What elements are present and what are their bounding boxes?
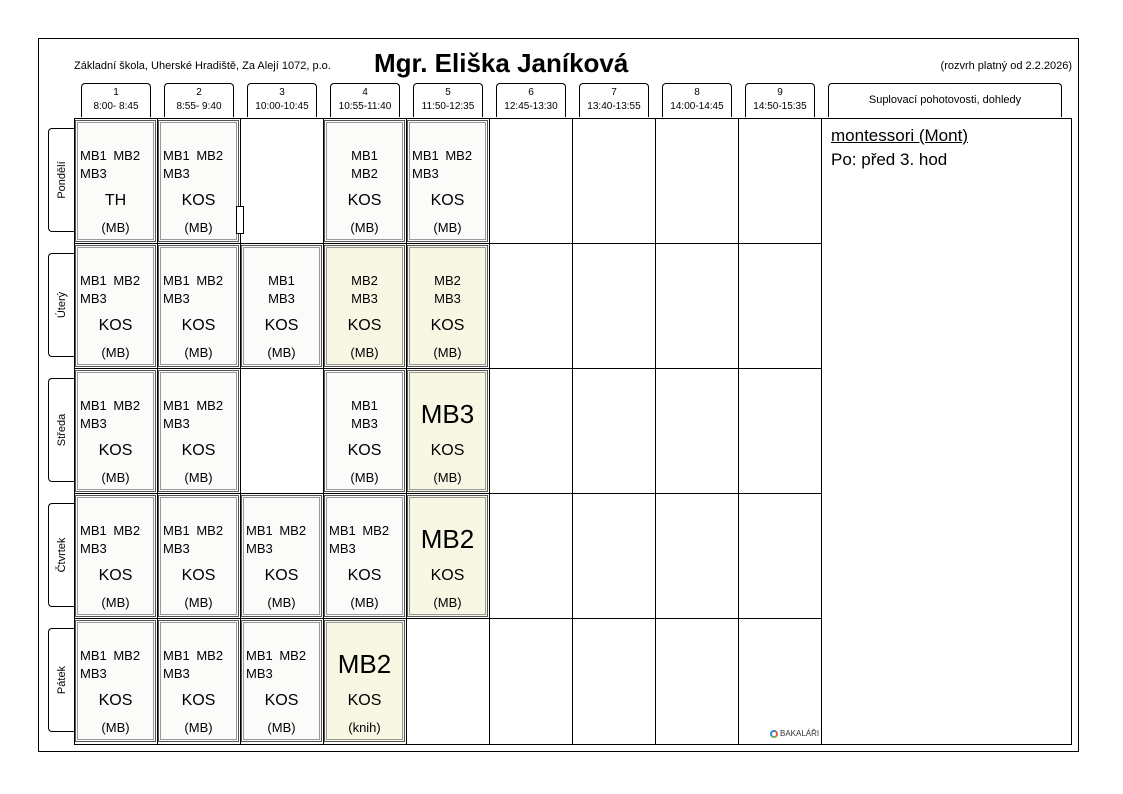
period-time: 8:55- 9:40 (176, 101, 222, 112)
bakalari-logo (770, 729, 819, 738)
lesson-cell[interactable] (158, 120, 239, 242)
lesson-group: MB3 (420, 399, 475, 429)
lesson-room: (knih) (348, 720, 381, 735)
grid-column-line (738, 118, 739, 745)
lesson-group-line: MB3 (351, 416, 378, 431)
lesson-subject: KOS (98, 567, 133, 584)
duty-title: montessori (Mont) (831, 126, 968, 145)
lesson-group-line: MB3 (268, 291, 295, 306)
lesson-groups (329, 522, 400, 558)
lesson-groups (163, 147, 234, 183)
lesson-groups (329, 397, 400, 433)
lesson-group-line: MB3 (163, 291, 190, 306)
lesson-group: MB2 (420, 524, 475, 554)
period-time: 8:00- 8:45 (93, 101, 139, 112)
lesson-group-line: MB1 (268, 273, 295, 288)
period-number: 4 (362, 87, 368, 98)
period-header (579, 83, 649, 117)
period-number: 5 (445, 87, 451, 98)
period-time: 10:55-11:40 (338, 101, 392, 112)
lesson-group: MB2 (337, 649, 392, 679)
lesson-cell[interactable] (158, 620, 239, 742)
lesson-room: (MB) (350, 220, 379, 235)
lesson-subject: KOS (430, 442, 465, 459)
lesson-room: (MB) (433, 595, 462, 610)
lesson-group-line: MB3 (329, 541, 356, 556)
period-header (496, 83, 566, 117)
lesson-cell[interactable] (75, 120, 156, 242)
lesson-group-line: MB1 MB2 (163, 398, 224, 413)
lesson-room: (MB) (350, 345, 379, 360)
day-header (48, 128, 74, 232)
lesson-room: (MB) (101, 220, 130, 235)
lesson-room: (MB) (350, 595, 379, 610)
lesson-subject: KOS (181, 192, 216, 209)
lesson-groups (163, 397, 234, 433)
bakalari-logo-text: BAKALÁŘI (780, 729, 820, 738)
lesson-subject: KOS (98, 692, 133, 709)
lesson-group-line: MB3 (163, 416, 190, 431)
lesson-subject: KOS (347, 567, 382, 584)
lesson-subject: KOS (181, 317, 216, 334)
lesson-room: (MB) (101, 595, 130, 610)
period-header (247, 83, 317, 117)
lesson-room: (MB) (184, 720, 213, 735)
day-header (48, 253, 74, 357)
lesson-cell[interactable] (158, 245, 239, 367)
period-time: 10:00-10:45 (255, 101, 309, 112)
lesson-cell[interactable] (158, 495, 239, 617)
lesson-subject: KOS (264, 692, 299, 709)
lesson-group-line: MB3 (412, 166, 439, 181)
grid-row-line (74, 243, 822, 244)
lesson-room: (MB) (350, 470, 379, 485)
period-time: 14:00-14:45 (670, 101, 724, 112)
period-time: 14:50-15:35 (753, 101, 807, 112)
lesson-cell[interactable] (75, 370, 156, 492)
lesson-cell[interactable] (324, 370, 405, 492)
school-name: Základní škola, Uherské Hradiště, Za Alejí 1072, p.o. (74, 60, 331, 72)
period-header (164, 83, 234, 117)
day-header (48, 628, 74, 732)
lesson-subject: KOS (181, 692, 216, 709)
lesson-groups (163, 272, 234, 308)
lesson-group-line: MB3 (246, 541, 273, 556)
teacher-name: Mgr. Eliška Janíková (374, 48, 629, 78)
lesson-group-line: MB1 MB2 (163, 523, 224, 538)
lesson-group-line: MB1 MB2 (412, 148, 473, 163)
lesson-subject: KOS (430, 192, 465, 209)
lesson-group-line: MB1 MB2 (246, 523, 307, 538)
day-label: Pondělí (55, 161, 68, 199)
lesson-group-line: MB1 (351, 148, 378, 163)
lesson-room: (MB) (184, 220, 213, 235)
grid-row-line (74, 618, 822, 619)
lesson-subject: KOS (347, 692, 382, 709)
lesson-subject: KOS (264, 317, 299, 334)
lesson-cell[interactable] (158, 370, 239, 492)
lesson-subject: KOS (181, 442, 216, 459)
lesson-cell[interactable] (324, 245, 405, 367)
period-number: 3 (279, 87, 285, 98)
lesson-groups (329, 272, 400, 308)
lesson-group-line: MB3 (434, 291, 461, 306)
lesson-subject: KOS (347, 317, 382, 334)
lesson-group-line: MB1 MB2 (163, 148, 224, 163)
lesson-groups (412, 147, 483, 183)
mini-tag (236, 206, 244, 234)
lesson-group-line: MB3 (80, 291, 107, 306)
lesson-cell[interactable] (407, 120, 488, 242)
period-number: 7 (611, 87, 617, 98)
lesson-groups (329, 147, 400, 183)
lesson-groups (80, 147, 151, 183)
lesson-group-line: MB1 MB2 (163, 648, 224, 663)
lesson-room: (MB) (101, 470, 130, 485)
lesson-group-line: MB3 (80, 416, 107, 431)
lesson-group-line: MB1 (351, 398, 378, 413)
lesson-room: (MB) (433, 220, 462, 235)
lesson-group-line: MB3 (80, 541, 107, 556)
period-number: 9 (777, 87, 783, 98)
lesson-room: (MB) (184, 470, 213, 485)
validity-note: (rozvrh platný od 2.2.2026) (940, 60, 1072, 72)
lesson-groups (246, 272, 317, 308)
period-number: 2 (196, 87, 202, 98)
lesson-group-line: MB3 (163, 666, 190, 681)
period-header (330, 83, 400, 117)
lesson-groups (246, 647, 317, 683)
lesson-groups (163, 522, 234, 558)
lesson-cell[interactable] (407, 495, 488, 617)
lesson-cell[interactable] (241, 620, 322, 742)
lesson-subject: KOS (264, 567, 299, 584)
lesson-cell[interactable] (324, 120, 405, 242)
bakalari-logo-icon (770, 730, 778, 738)
day-label: Pátek (55, 665, 68, 695)
lesson-subject: KOS (430, 317, 465, 334)
period-header (745, 83, 815, 117)
lesson-group-line: MB1 MB2 (80, 398, 141, 413)
day-label: Čtvrtek (55, 537, 68, 573)
day-header (48, 378, 74, 482)
lesson-group-line: MB2 (351, 273, 378, 288)
period-number: 6 (528, 87, 534, 98)
period-header (81, 83, 151, 117)
lesson-groups (163, 647, 234, 683)
lesson-cell[interactable] (407, 370, 488, 492)
lesson-cell[interactable] (324, 495, 405, 617)
lesson-groups (80, 272, 151, 308)
duty-header: Suplovací pohotovosti, dohledy (828, 83, 1062, 117)
grid-column-line (655, 118, 656, 745)
lesson-subject: KOS (98, 317, 133, 334)
period-time: 12:45-13:30 (504, 101, 558, 112)
lesson-group-line: MB3 (80, 666, 107, 681)
lesson-room: (MB) (101, 720, 130, 735)
lesson-subject: KOS (181, 567, 216, 584)
lesson-group-line: MB3 (351, 291, 378, 306)
lesson-room: (MB) (267, 720, 296, 735)
grid-row-line (74, 368, 822, 369)
day-header (48, 503, 74, 607)
lesson-group-line: MB1 MB2 (246, 648, 307, 663)
lesson-group-line: MB2 (351, 166, 378, 181)
period-header (413, 83, 483, 117)
lesson-group-line: MB3 (163, 166, 190, 181)
lesson-groups (80, 397, 151, 433)
lesson-group-line: MB1 MB2 (163, 273, 224, 288)
lesson-group-line: MB1 MB2 (329, 523, 390, 538)
lesson-groups (80, 522, 151, 558)
lesson-room: (MB) (101, 345, 130, 360)
lesson-room: (MB) (433, 345, 462, 360)
period-number: 8 (694, 87, 700, 98)
period-time: 13:40-13:55 (587, 101, 641, 112)
period-time: 11:50-12:35 (421, 101, 475, 112)
lesson-room: (MB) (184, 595, 213, 610)
grid-column-line (489, 118, 490, 745)
lesson-subject: KOS (347, 442, 382, 459)
lesson-subject: TH (104, 192, 127, 209)
lesson-group-line: MB1 MB2 (80, 148, 141, 163)
grid-row-line (74, 493, 822, 494)
lesson-room: (MB) (267, 345, 296, 360)
lesson-group-line: MB3 (246, 666, 273, 681)
grid-column-line (572, 118, 573, 745)
lesson-group-line: MB1 MB2 (80, 648, 141, 663)
lesson-group-line: MB1 MB2 (80, 273, 141, 288)
lesson-group-line: MB1 MB2 (80, 523, 141, 538)
lesson-groups (80, 647, 151, 683)
day-label: Středa (55, 413, 68, 447)
lesson-cell[interactable] (75, 495, 156, 617)
lesson-cell[interactable] (75, 245, 156, 367)
day-label: Úterý (55, 291, 68, 319)
lesson-groups (246, 522, 317, 558)
grid-column-line (821, 118, 822, 745)
lesson-room: (MB) (184, 345, 213, 360)
lesson-group-line: MB3 (163, 541, 190, 556)
lesson-cell[interactable] (324, 620, 405, 742)
period-header (662, 83, 732, 117)
period-number: 1 (113, 87, 119, 98)
lesson-cell[interactable] (407, 245, 488, 367)
lesson-groups (412, 272, 483, 308)
lesson-room: (MB) (433, 470, 462, 485)
duty-line: Po: před 3. hod (831, 150, 948, 169)
lesson-group-line: MB3 (80, 166, 107, 181)
lesson-cell[interactable] (241, 245, 322, 367)
lesson-cell[interactable] (241, 495, 322, 617)
lesson-subject: KOS (98, 442, 133, 459)
lesson-room: (MB) (267, 595, 296, 610)
lesson-cell[interactable] (75, 620, 156, 742)
lesson-subject: KOS (430, 567, 465, 584)
lesson-group-line: MB2 (434, 273, 461, 288)
lesson-subject: KOS (347, 192, 382, 209)
